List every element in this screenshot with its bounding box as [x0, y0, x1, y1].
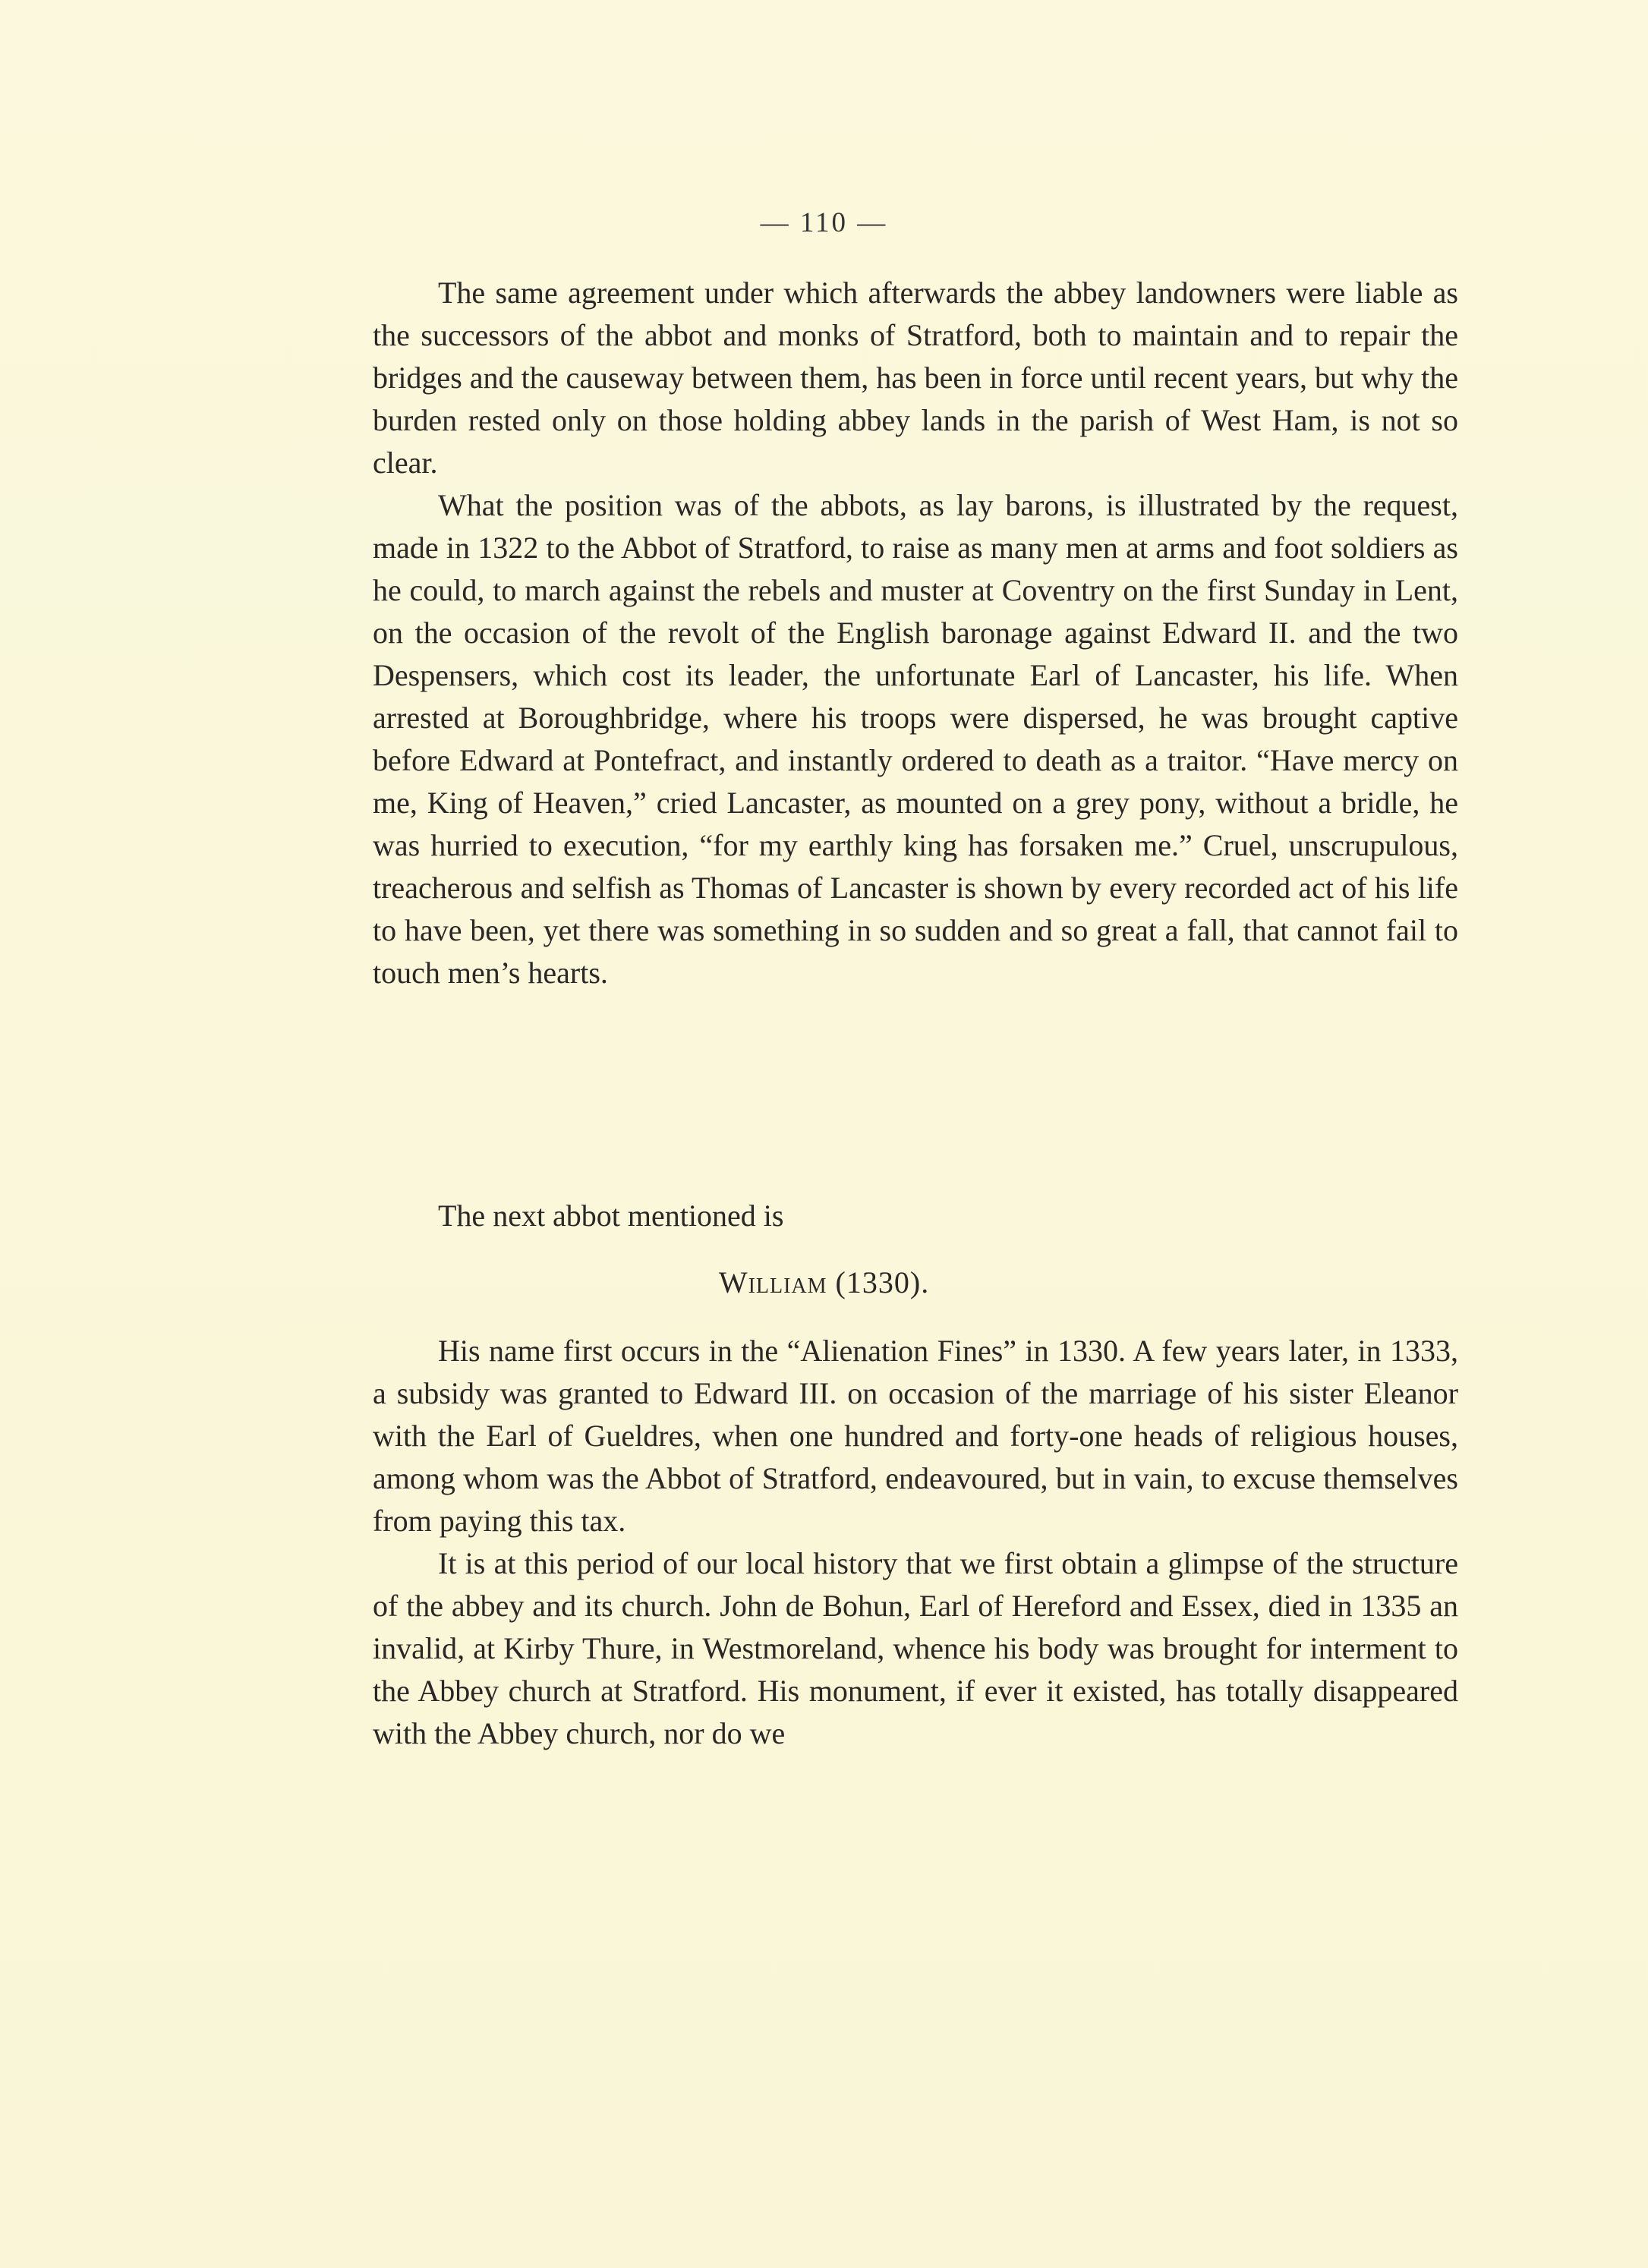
paragraph-bridges: The same agreement under which afterwards the abbey landowners were liable as the successors of the abbot and monks of Stratford, both to maintain and to repair the bridges and the causeway between them, has been in force until recent years, but why the burden rested only on those holding abbey lands in the parish of West Ham, is not so clear.: [373, 276, 1458, 480]
intro-block: [373, 1195, 1458, 1237]
abbot-name: William: [718, 1265, 827, 1299]
abbot-year: (1330).: [835, 1265, 930, 1299]
paragraph-lancaster: What the position was of the abbots, as lay barons, is illustrated by the request, made in 1322 to the Abbot of Stratford, to raise as many men at arms and foot soldiers as he could, to march against the rebels and muster at Coventry on the first Sunday in Lent, on the occasion of the revolt of the English baronage against Edward II. and the two Despensers, which cost its leader, the unfortunate Earl of Lancaster, his life. When arrested at Boroughbridge, where his troops were dispersed, he was brought captive before Edward at Pontefract, and instantly ordered to death as a traitor. “Have mercy on me, King of Heaven,” cried Lancaster, as mounted on a grey pony, without a bridle, he was hurried to execution, “for my earthly king has forsaken me.” Cruel, unscrupulous, treacherous and selfish as Thomas of Lancaster is shown by every recorded act of his life to have been, yet there was something in so sudden and so great a fall, that cannot fail to touch men’s hearts.: [373, 488, 1458, 990]
paragraph-alienation-fines: His name first occurs in the “Alienation Fines” in 1330. A few years later, in 1333, a subsidy was granted to Edward III. on occasion of the marriage of his sister Eleanor with the Earl of Gueldres, when one hundred and forty-one heads of religious houses, among whom was the Abbot of Stratford, endeavoured, but in vain, to excuse themselves from paying this tax.: [373, 1334, 1458, 1538]
page-number: — 110 —: [760, 207, 888, 238]
opening-text-block: [373, 272, 1458, 994]
intro-line: The next abbot mentioned is: [438, 1199, 784, 1233]
section-heading: [0, 1262, 1648, 1304]
paragraph-bohun: It is at this period of our local history that we first obtain a glimpse of the structure of the abbey and its church. John de Bohun, Earl of Hereford and Essex, died in 1335 an invalid, at Kirby Thure, in Westmoreland, whence his body was brought for interment to the Abbey church at Stratford. His monument, if ever it existed, has totally disappeared with the Abbey church, nor do we: [373, 1546, 1458, 1750]
william-text-block: [373, 1330, 1458, 1755]
